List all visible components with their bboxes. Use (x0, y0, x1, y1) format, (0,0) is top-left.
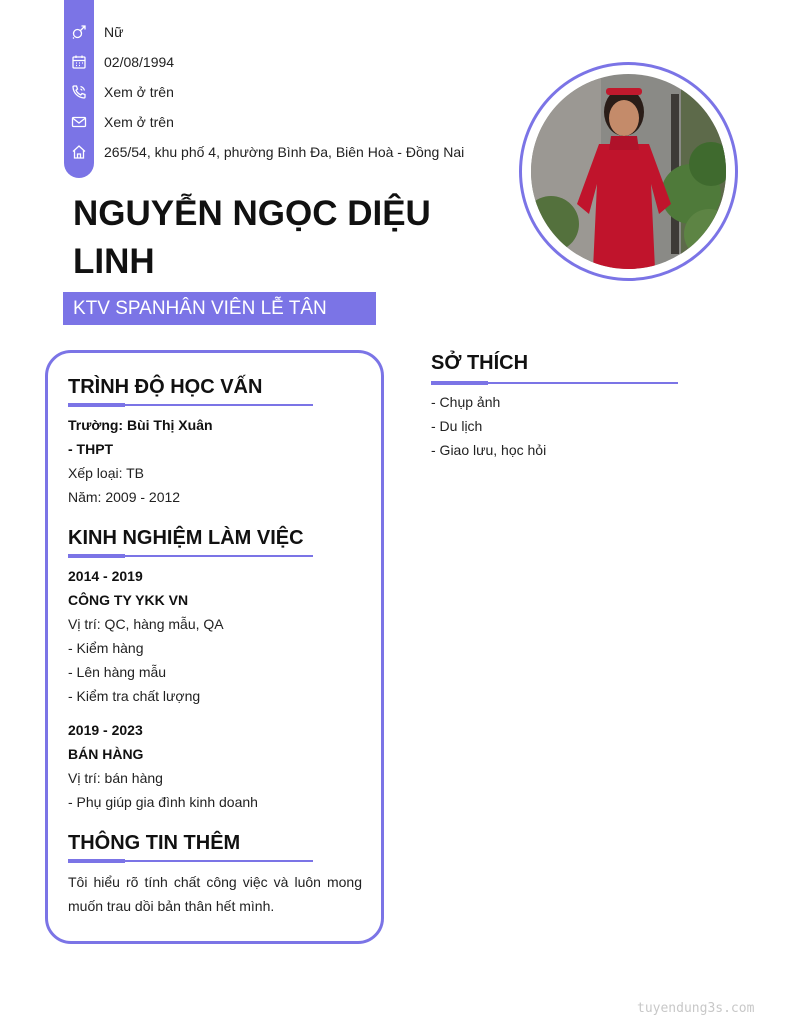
contact-phone (64, 77, 174, 107)
job-1-line: Vị trí: QC, hàng mẫu, QA (68, 616, 224, 632)
hobby-item: - Du lịch (431, 418, 483, 434)
hobby-item: - Chụp ảnh (431, 394, 501, 410)
experience-title: KINH NGHIỆM LÀM VIỆC (68, 527, 304, 549)
job-1-line: - Kiểm hàng (68, 640, 144, 656)
avatar (531, 74, 726, 269)
education-school-line2: - THPT (68, 441, 114, 457)
education-years: Năm: 2009 - 2012 (68, 489, 181, 505)
contact-birthday (64, 47, 174, 77)
contact-gender (64, 17, 123, 47)
email-text: Xem ở trên (104, 114, 174, 130)
birthday-text: 02/08/1994 (104, 54, 175, 70)
watermark: tuyendung3s.com (637, 1001, 755, 1016)
email-icon (64, 107, 94, 137)
additional-info-underline (68, 860, 313, 862)
additional-info-text: Tôi hiểu rõ tính chất công việc và luôn mong muốn trau dồi bản thân hết mình. (68, 874, 362, 914)
education-rank: Xếp loại: TB (68, 465, 145, 481)
job-title: KTV SPANHÂN VIÊN LỄ TÂN (63, 292, 376, 325)
candidate-name: NGUYỄN NGỌC DIỆU LINH (73, 194, 431, 281)
contact-email (64, 107, 174, 137)
calendar-icon (64, 47, 94, 77)
job-2-line: Vị trí: bán hàng (68, 770, 163, 786)
job-1-line: - Lên hàng mẫu (68, 664, 167, 680)
hobbies-underline (431, 382, 678, 384)
home-icon (64, 137, 94, 167)
education-title: TRÌNH ĐỘ HỌC VẤN (68, 376, 263, 398)
job-1-line: - Kiểm tra chất lượng (68, 688, 201, 704)
gender-text: Nữ (104, 24, 124, 40)
contact-address (64, 137, 464, 167)
gender-icon (64, 17, 94, 47)
address-text: 265/54, khu phố 4, phường Bình Đa, Biên Hoà - Đồng Nai (104, 144, 465, 160)
education-school-line1: Trường: Bùi Thị Xuân (68, 417, 213, 433)
additional-info-title: THÔNG TIN THÊM (68, 832, 241, 854)
education-underline (68, 404, 313, 406)
job-1-company: CÔNG TY YKK VN (68, 592, 189, 608)
experience-underline (68, 555, 313, 557)
job-2-period: 2019 - 2023 (68, 722, 143, 738)
phone-text: Xem ở trên (104, 84, 174, 100)
job-1-period: 2014 - 2019 (68, 568, 143, 584)
job-2-line: - Phụ giúp gia đình kinh doanh (68, 794, 258, 810)
hobbies-title: SỞ THÍCH (431, 352, 529, 374)
phone-icon (64, 77, 94, 107)
job-2-company: BÁN HÀNG (68, 746, 144, 762)
hobby-item: - Giao lưu, học hỏi (431, 442, 547, 458)
